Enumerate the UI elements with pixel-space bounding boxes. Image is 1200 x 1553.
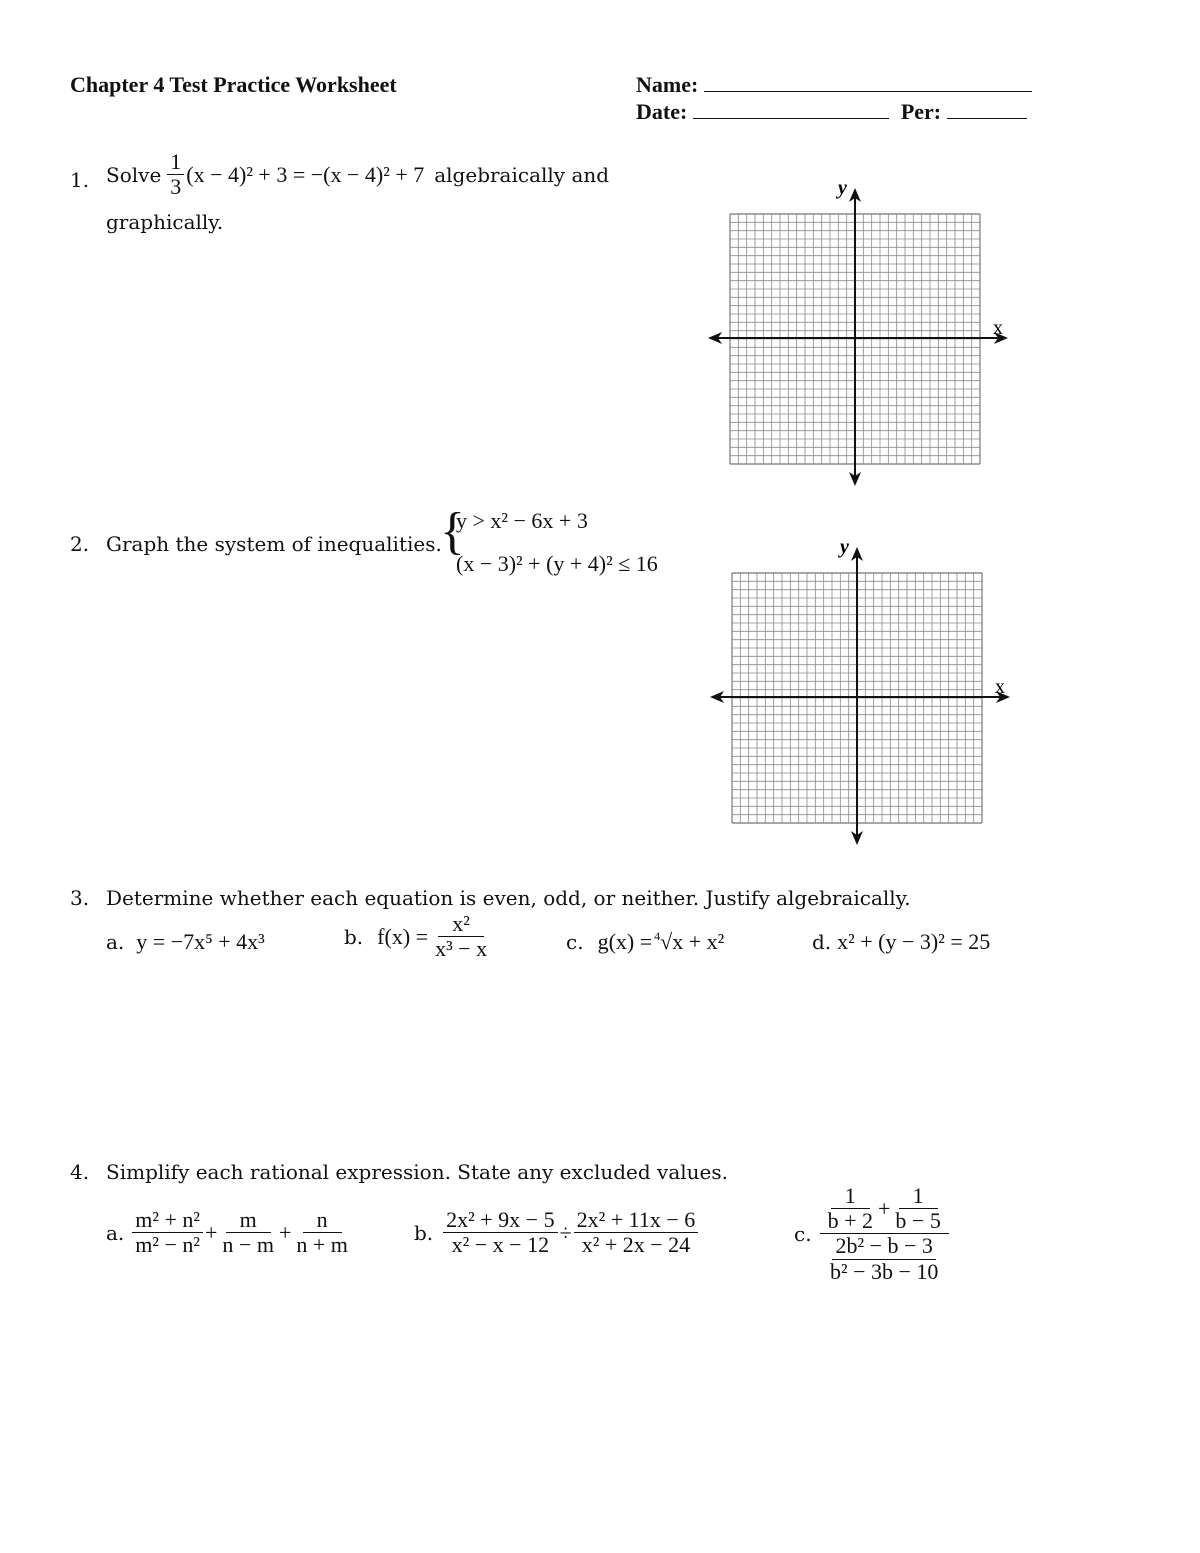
q4-a-fraction-2 [219,1208,277,1257]
q4-a2-den: n − m [222,1232,274,1258]
q4-c-top-frac-2 [892,1184,943,1233]
per-blank[interactable] [947,117,1027,119]
date-blank[interactable] [693,117,889,119]
q3-c-root-index: 4 [654,928,661,943]
q4-a-plus-1: + [205,1219,218,1245]
date-per-field[interactable] [636,99,1027,125]
q4-b-label: b. [414,1220,434,1245]
q4-a-fraction-1 [132,1208,203,1257]
q2-brace-icon: { [440,503,465,560]
q2-number: 2. [70,532,90,556]
q4-b-divide: ÷ [559,1219,572,1245]
q4-b-fraction-2 [574,1208,699,1257]
q4-c-d2: b − 5 [895,1208,941,1234]
q3-b-fraction [432,912,490,961]
q4-a1-den: m² − n² [135,1232,200,1258]
name-field[interactable] [636,72,1032,98]
q4-c-den2: b² − 3b − 10 [829,1258,939,1284]
q3-part-a [106,929,265,955]
q4-c-top [820,1184,949,1234]
q4-a-fraction-3 [293,1208,351,1257]
q4-c-plus: + [877,1195,891,1221]
graph-1[interactable] [700,172,1020,490]
q4-a1-num: m² + n² [132,1208,203,1233]
q4-part-a [106,1208,353,1257]
q3-part-c [566,929,724,955]
q4-b1-num: 2x² + 9x − 5 [443,1208,557,1233]
q3-part-b [344,912,492,961]
q3-number: 3. [70,886,90,910]
q4-c-top-frac-1 [825,1184,876,1233]
q3-b-lhs: f(x) = [377,923,429,949]
q4-a2-num: m [226,1208,271,1233]
q3-d-label: d. [812,930,832,954]
q1-frac-den: 3 [170,174,182,200]
q3-b-den: x³ − x [435,936,488,962]
q1-prompt [106,150,609,199]
q3-a-label: a. [106,930,125,954]
q3-part-d [812,929,990,955]
worksheet-title: Chapter 4 Test Practice Worksheet [70,72,397,97]
q2-inequality-2: (x − 3)² + (y + 4)² ≤ 16 [456,551,658,576]
q4-a-plus-2: + [278,1219,292,1245]
q4-c-bottom-frac [827,1234,941,1283]
q4-part-b [414,1208,700,1257]
q4-a3-num: n [303,1208,342,1233]
q4-b2-den: x² + 2x − 24 [581,1232,691,1258]
q4-a3-den: n + m [296,1232,348,1258]
q4-c-label: c. [794,1221,812,1246]
per-label: Per: [900,99,942,124]
q4-b-fraction-1 [443,1208,557,1257]
graph-1-y-label: y [838,177,847,199]
q4-c-d1: b + 2 [827,1208,873,1234]
graph-1-x-label: x [993,317,1003,339]
q3-d-expr: x² + (y − 3)² = 25 [837,929,991,954]
q2-prompt: Graph the system of inequalities. [106,532,442,556]
q3-a-expr: y = −7x⁵ + 4x³ [136,929,265,954]
q2-inequality-1: y > x² − 6x + 3 [456,508,588,533]
q4-b2-num: 2x² + 11x − 6 [574,1208,699,1233]
graph-2-x-label: x [995,676,1005,698]
graph-2[interactable] [702,531,1022,849]
name-blank[interactable] [704,90,1032,92]
q1-tail: algebraically and [434,162,610,187]
name-label: Name: [636,72,699,97]
q3-c-label: c. [566,930,584,954]
date-label: Date: [636,99,688,124]
q4-c-n1: 1 [831,1184,870,1209]
q4-number: 4. [70,1160,90,1184]
q3-c-rest: √x + x² [660,929,725,954]
q3-b-num: x² [438,912,484,937]
q3-prompt: Determine whether each equation is even, odd, or neither. Justify algebraically. [106,886,911,910]
q1-fraction [167,150,184,199]
q4-part-c [794,1184,951,1284]
q4-c-n2: 1 [899,1184,938,1209]
q1-lead: Solve [106,162,162,187]
q3-c-lhs: g(x) = [597,929,653,954]
graph-2-y-label: y [840,536,849,558]
q1-equation: (x − 4)² + 3 = −(x − 4)² + 7 [186,161,425,187]
q1-frac-num: 1 [167,150,184,175]
q4-c-num2: 2b² − b − 3 [832,1234,935,1259]
q4-c-bottom [822,1234,946,1283]
q4-c-complex-fraction [820,1184,949,1284]
q3-b-label: b. [344,924,364,949]
q4-prompt: Simplify each rational expression. State any excluded values. [106,1160,729,1184]
q4-b1-den: x² − x − 12 [451,1232,550,1258]
q4-a-label: a. [106,1220,125,1245]
q1-number: 1. [70,168,90,192]
q1-line2: graphically. [106,210,224,234]
